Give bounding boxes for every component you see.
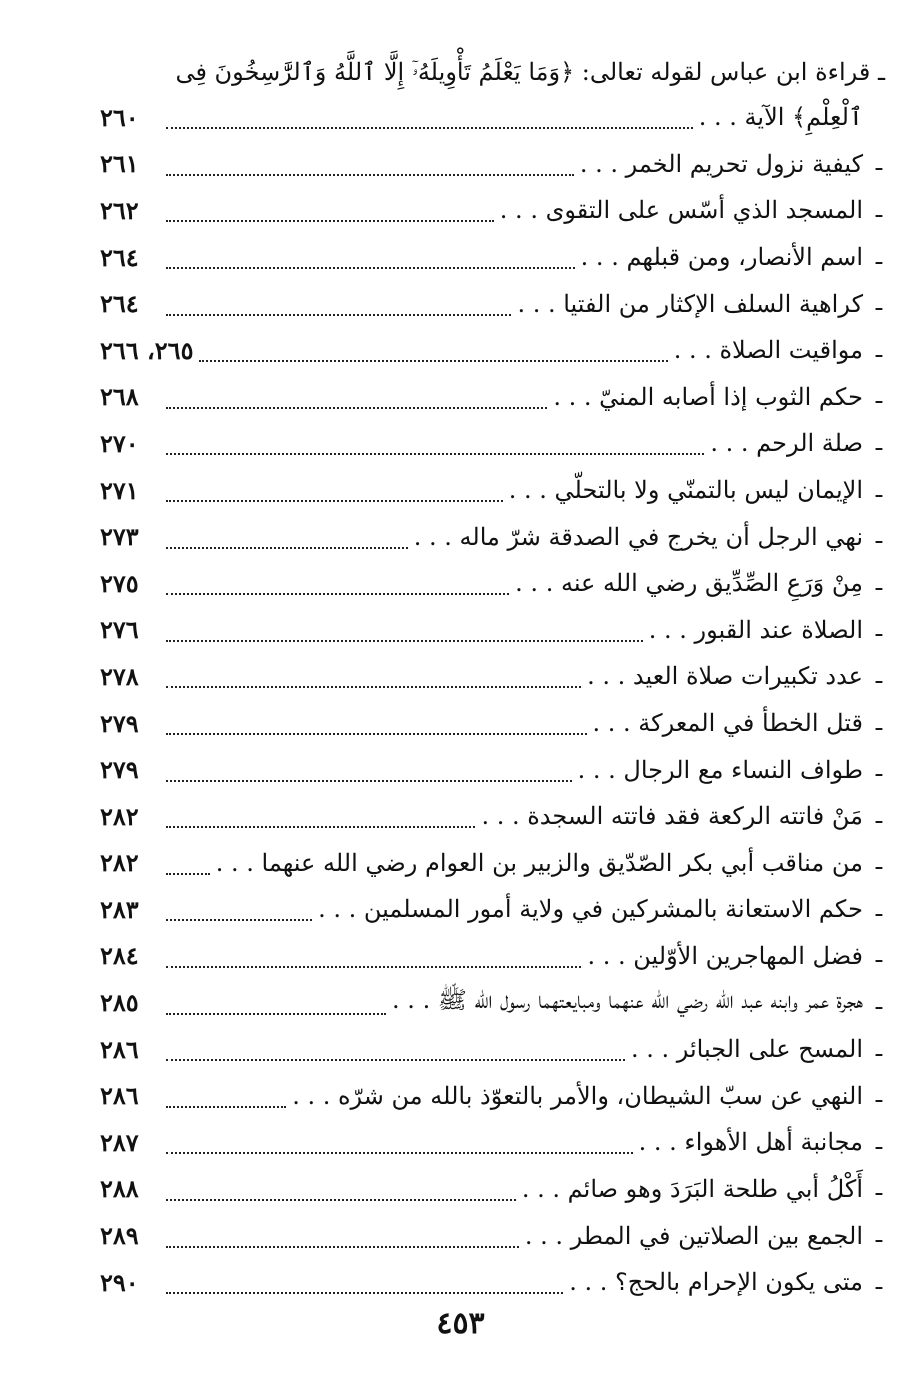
- entry-title: أَكْلُ أبي طلحة البَرَدَ وهو صائم . . .: [521, 1174, 863, 1203]
- entry-title: مواقيت الصلاة . . .: [673, 336, 863, 365]
- entry-title: قتل الخطأ في المعركة . . .: [592, 709, 863, 738]
- dot-leader: [166, 478, 503, 502]
- dot-leader: [166, 1130, 633, 1154]
- dot-leader: [166, 851, 210, 875]
- index-entry: [100, 141, 885, 188]
- entry-page-number: ٢٩٠: [100, 1267, 139, 1297]
- entry-title: مَنْ فاتته الركعة فقد فاتته السجدة . . .: [481, 802, 863, 831]
- entry-title: نهي الرجل أن يخرج في الصدقة شرّ ماله . . .: [413, 522, 863, 551]
- entry-title: حكم الثوب إذا أصابه المنيّ . . .: [553, 382, 863, 411]
- index-entry: [100, 1072, 885, 1119]
- entry-page-number: ٢٨٦: [100, 1034, 139, 1064]
- entry-page-number: ٢٨٢: [100, 801, 139, 831]
- dot-leader: [166, 245, 575, 269]
- entry-title: الجمع بين الصلاتين في المطر . . .: [524, 1221, 863, 1250]
- index-entry: [100, 513, 885, 560]
- dot-leader: [166, 1177, 516, 1201]
- entry-dash: ـ: [875, 1176, 883, 1202]
- dot-leader: [166, 152, 574, 176]
- dot-leader: [166, 944, 581, 968]
- entry-dash: ـ: [875, 990, 883, 1016]
- entry-page-number: ٢٨٩: [100, 1221, 139, 1251]
- index-entry: [100, 1259, 885, 1306]
- entry-page-number: ٢٦٤: [100, 289, 139, 319]
- dot-leader: [199, 338, 667, 362]
- entry-title: متى يكون الإحرام بالحج؟ . . .: [569, 1268, 863, 1297]
- dot-leader: [166, 897, 312, 921]
- dot-leader: [166, 1270, 563, 1294]
- entry-page-number: ٢٧٨: [100, 661, 139, 691]
- entry-dash: ـ: [875, 1223, 883, 1249]
- index-entry: [100, 979, 885, 1026]
- index-entry-list: [100, 94, 885, 1305]
- index-entry: [100, 653, 885, 700]
- entry-dash: ـ: [875, 1129, 883, 1155]
- entry-title: مجانبة أهل الأهواء . . .: [638, 1128, 863, 1157]
- entry-title: النهي عن سبّ الشيطان، والأمر بالتعوّذ بالله من شرّه . . .: [292, 1081, 863, 1110]
- entry-title: كيفية نزول تحريم الخمر . . .: [579, 149, 863, 178]
- entry-page-number: ٢٨٢: [100, 848, 139, 878]
- entry-title: المسح على الجبائر . . .: [630, 1035, 863, 1064]
- index-entry: [100, 933, 885, 980]
- entry-page-number: ٢٦٤: [100, 242, 139, 272]
- entry-title: ٱلْعِلْمِ﴾ الآية . . .: [698, 103, 863, 132]
- intro-entry-text: قراءة ابن عباس لقوله تعالى: ﴿وَمَا يَعْلَمُ تَأْوِيلَهُۥٓ إِلَّا ٱللَّهُ وَٱلرَّٰسِخُونَ فِى: [175, 58, 871, 86]
- dot-leader: [166, 711, 587, 735]
- index-entry: [100, 560, 885, 607]
- entry-title: طواف النساء مع الرجال . . .: [577, 755, 863, 784]
- index-entry: [100, 187, 885, 234]
- entry-page-number: ٢٦٠: [100, 102, 139, 132]
- entry-dash: ـ: [875, 1036, 883, 1062]
- entry-dash: ـ: [875, 757, 883, 783]
- entry-title: الإيمان ليس بالتمنّي ولا بالتحلّي . . .: [508, 476, 863, 505]
- entry-dash: ـ: [875, 710, 883, 736]
- entry-dash: ـ: [875, 151, 883, 177]
- entry-title: مِنْ وَرَعِ الصِّدِّيق رضي الله عنه . . .: [515, 569, 863, 598]
- index-entry: [100, 700, 885, 747]
- index-entry: [100, 607, 885, 654]
- entry-title: كراهية السلف الإكثار من الفتيا . . .: [517, 289, 863, 318]
- entry-title: صلة الرحم . . .: [710, 429, 863, 458]
- entry-dash: ـ: [875, 244, 883, 270]
- index-entry: [100, 467, 885, 514]
- entry-dash: ـ: [875, 617, 883, 643]
- entry-page-number: ٢٧١: [100, 475, 139, 505]
- dot-leader: [166, 618, 643, 642]
- index-entry: [100, 234, 885, 281]
- page-number: ٤٥٣: [436, 1306, 485, 1341]
- dot-leader: [166, 198, 494, 222]
- entry-page-number: ٢٦٢: [100, 195, 139, 225]
- entry-page-number: ٢٨٥: [100, 988, 139, 1018]
- dot-leader: [166, 664, 581, 688]
- dot-leader: [166, 991, 386, 1015]
- dot-leader: [166, 1037, 625, 1061]
- entry-dash: ـ: [875, 291, 883, 317]
- index-entry: [100, 420, 885, 467]
- entry-page-number: ٢٧٩: [100, 708, 139, 738]
- dot-leader: [166, 431, 704, 455]
- index-entry: [100, 327, 885, 374]
- entry-dash: ـ: [875, 663, 883, 689]
- index-entry: [100, 374, 885, 421]
- dot-leader: [166, 525, 408, 549]
- entry-page-number: ٢٨٨: [100, 1174, 139, 1204]
- entry-dash: ـ: [877, 58, 885, 86]
- entry-dash: ـ: [875, 384, 883, 410]
- entry-title: فضل المهاجرين الأوّلين . . .: [587, 941, 863, 970]
- dot-leader: [166, 1224, 519, 1248]
- dot-leader: [166, 571, 509, 595]
- entry-page-number: ٢٧٦: [100, 615, 139, 645]
- entry-dash: ـ: [875, 1083, 883, 1109]
- index-entry: [100, 746, 885, 793]
- index-entry: [100, 1119, 885, 1166]
- entry-dash: ـ: [875, 197, 883, 223]
- entry-page-number: ٢٧٥: [100, 568, 139, 598]
- entry-dash: ـ: [875, 570, 883, 596]
- entry-page-number: ٢٧٠: [100, 428, 139, 458]
- dot-leader: [166, 804, 475, 828]
- entry-dash: ـ: [875, 943, 883, 969]
- entry-page-number: ٢٧٩: [100, 755, 139, 785]
- entry-title: الصلاة عند القبور . . .: [648, 615, 863, 644]
- entry-title: المسجد الذي أسّس على التقوى . . .: [499, 196, 863, 225]
- entry-page-number: ٢٦١: [100, 149, 139, 179]
- dot-leader: [166, 385, 547, 409]
- entry-title: هجرة عمر وابنه عبد الله رضي الله عنهما ومبايعتهما رسول الله ﷺ . . .: [392, 986, 863, 1015]
- entry-page-number: ٢٧٣: [100, 522, 139, 552]
- entry-dash: ـ: [875, 337, 883, 363]
- entry-title: من مناقب أبي بكر الصّدّيق والزبير بن العوام رضي الله عنهما . . .: [215, 848, 863, 877]
- entry-dash: ـ: [875, 477, 883, 503]
- entry-page-number: ٢٨٣: [100, 894, 139, 924]
- entry-dash: ـ: [875, 896, 883, 922]
- entry-dash: ـ: [875, 524, 883, 550]
- dot-leader: [166, 758, 572, 782]
- index-entry: [100, 94, 885, 141]
- index-entry: [100, 1166, 885, 1213]
- dot-leader: [166, 292, 511, 316]
- entry-page-number: ٢٨٦: [100, 1081, 139, 1111]
- index-entry: [100, 840, 885, 887]
- intro-entry-first-line: [110, 50, 885, 94]
- index-entry: [100, 1212, 885, 1259]
- entry-dash: ـ: [875, 1269, 883, 1295]
- entry-page-number: ٢٦٨: [100, 382, 139, 412]
- index-entry: [100, 1026, 885, 1073]
- entry-title: عدد تكبيرات صلاة العيد . . .: [587, 662, 863, 691]
- entry-dash: ـ: [875, 430, 883, 456]
- entry-dash: ـ: [875, 803, 883, 829]
- index-entry: [100, 886, 885, 933]
- entry-title: حكم الاستعانة بالمشركين في ولاية أمور المسلمين . . .: [318, 895, 863, 924]
- entry-page-number: ٢٨٤: [100, 941, 139, 971]
- entry-title: اسم الأنصار، ومن قبلهم . . .: [580, 243, 863, 272]
- index-entry: [100, 793, 885, 840]
- dot-leader: [166, 1084, 286, 1108]
- index-entry: [100, 280, 885, 327]
- entry-dash: ـ: [875, 850, 883, 876]
- entry-page-number: ٢٨٧: [100, 1127, 139, 1157]
- dot-leader: [166, 105, 693, 129]
- entry-page-number: ٢٦٥، ٢٦٦: [100, 335, 194, 365]
